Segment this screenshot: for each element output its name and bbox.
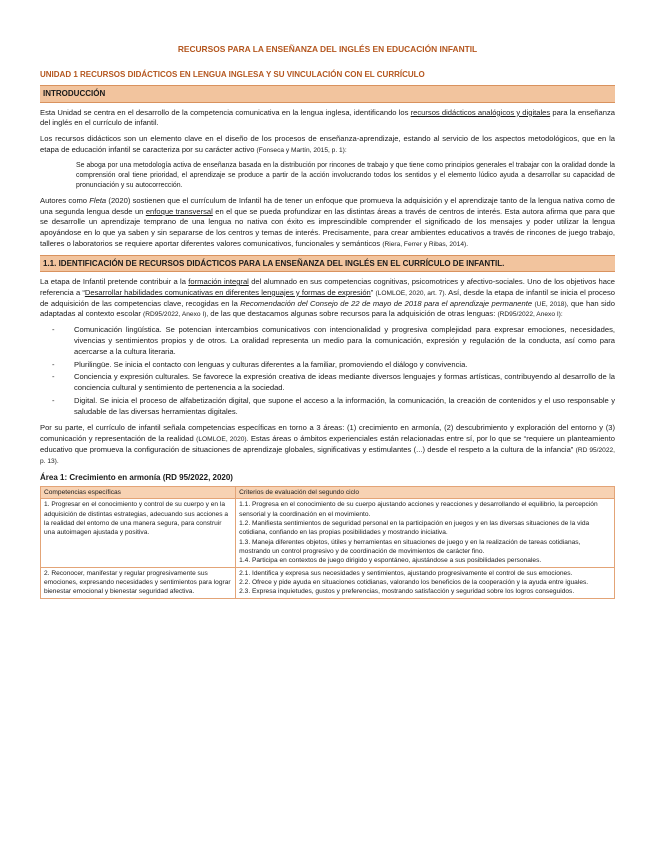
citation: (RD95/2022, Anexo I), (143, 311, 209, 319)
text-run: de las que destacamos algunas sobre recursos para la adquisición de otras lenguas: (208, 309, 498, 319)
list-item: - Comunicación lingüística. Se potencian intercambios comunicativos con intencionalidad y progresiva complejidad para expresar emociones, necesidades, vivencias y sentimientos propios y de otros. La oralidad representa un medio para la comunicación, expresión y regulación de la conducta, así como para acercarse a la cultura literaria. (74, 325, 615, 357)
text-run: en el que se pueda profundizar en las distintas áreas a través de centros de interés. Esta autora afirma que para que se desarrolle un aprendizaje temprano de una lengua no nativa con éxito es imprescindible comprender el significado de los mensajes y poder utilizar la lengua apoyándose en lo que ya saben y sin separarse de los centros y temas de interés. Precisamente, para crear ambientes educativos a través de rincones de juego trabajo, talleres o laboratorios se requiere aportar diferentes valores comunicativos, funcionales y semánticos (40, 206, 615, 248)
text-run: (2020) sostienen que el currículum de Infantil ha de tener un enfoque que promueva la adquisición y el aprendizaje tanto de la lengua nativa como de una segunda lengua desde un (40, 195, 615, 216)
document-title: RECURSOS PARA LA ENSEÑANZA DEL INGLÉS EN EDUCACIÓN INFANTIL (177, 44, 478, 54)
table-row (41, 567, 615, 598)
table-header-row (41, 486, 615, 498)
transversal-approach-term: enfoque transversal (145, 206, 213, 216)
criteria-cell (236, 567, 615, 598)
citation: (Riera, Ferrer y Ribas, 2014). (382, 240, 469, 248)
text-run: Los recursos didácticos son un elemento clave en el diseño de los procesos de enseñanza-aprendizaje, estando al servicio de los aspectos metodológicos, que en la etapa de educación infantil se caracteriza por su carácter activo (40, 134, 615, 154)
intro-paragraph-2 (40, 134, 615, 156)
criterion: 1.4. Participa en contextos de juego dirigido y espontáneo, ajustándose a sus posibilidades personales. (239, 557, 542, 565)
criterion: 2.2. Ofrece y pide ayuda en situaciones cotidianas, valorando los beneficios de la cooperación y la ayuda entre iguales. (239, 579, 589, 587)
table-header-cell: Competencias específicas (41, 486, 236, 498)
author-name: Fleta (89, 195, 107, 205)
text-run: Esta Unidad se centra en el desarrollo de la competencia comunicativa en la lengua inglesa, identificando los (40, 107, 411, 117)
list-item: - Digital. Se inicia el proceso de alfabetización digital, que supone el acceso a la información, la comunicación, la creación de contenidos y el uso responsable y saludable de las diversas herramientas digitales. (74, 396, 615, 418)
text-run: ” (370, 287, 376, 297)
criteria-cell (236, 499, 615, 568)
criterion: 1.3. Maneja diferentes objetos, útiles y herramientas en situaciones de juego y en la realización de tareas cotidianas, mostrando un control progresivo y de coordinación de movimientos de carácter fino. (239, 538, 581, 556)
list-item: - Conciencia y expresión culturales. Se favorece la expresión creativa de ideas mediante diversos lenguajes y formas artísticas, contribuyendo al desarrollo de la conciencia cultural y sentimiento de pertenencia a la sociedad. (74, 372, 615, 394)
competency-list (40, 325, 615, 417)
text-run: que han sido adaptadas al contexto escolar (40, 298, 615, 319)
citation: (RD 95/2022, p. 13). (40, 446, 616, 465)
text-run: para la enseñanza del inglés en el currículo de infantil. (40, 107, 615, 128)
unit-title: UNIDAD 1 RECURSOS DIDÁCTICOS EN LENGUA INGLESA Y SU VINCULACIÓN CON EL CURRÍCULO (40, 69, 425, 79)
competency-cell: 1. Progresar en el conocimiento y control de su cuerpo y en la adquisición de distintas estrategias, adecuando sus acciones a la realidad del entorno de una manera segura, para construir una autoimagen ajustada y positiva. (41, 499, 236, 568)
block-quote: Se aboga por una metodología activa de enseñanza basada en la distribución por rincones de trabajo y que tiene como principios generales el trabajar con la oralidad donde la comprensión oral tiene prioridad, el aprendizaje se produce a partir de la acción involucrando todos los sentidos y el elemento lúdico ayuda a desarrollar su capacidad de pronunciación y su autocorrección. (76, 161, 615, 189)
citation: (RD95/2022, Anexo I): (497, 311, 563, 319)
competency-cell: 2. Reconocer, manifestar y regular progresivamente sus emociones, expresando necesidades y sentimientos para lograr bienestar emocional y bienestar seguridad afectiva. (41, 567, 236, 598)
text-run: del alumnado en sus competencias cognitivas, psicomotrices y afectivo-sociales. Uno de los objetivos hace referencia a “ (40, 277, 616, 297)
criterion: 2.1. Identifica y expresa sus necesidades y sentimientos, ajustando progresivamente el control de sus emociones. (239, 569, 573, 577)
text-run: Así, desde la etapa de infantil se inicia el proceso de adquisición de las competencias clave, recogidas en la (40, 287, 616, 308)
criterion: 2.3. Expresa inquietudes, gustos y preferencias, mostrando satisfacción y seguridad sobre los logros conseguidos. (239, 588, 575, 596)
text-run: Estas áreas o ámbitos experienciales están relacionadas entre sí, por lo que se “requiere un planteamiento educativo que promueva la configuración de situaciones de aprendizaje globales, significativas y estimulantes (...) desde el respeto a la cultura de la infancia” (40, 434, 615, 454)
criterion: 1.2. Manifiesta sentimientos de seguridad personal en la participación en juegos y en las diversas situaciones de la vida cotidiana, confiando en las propias posibilidades y mostrando iniciativa. (239, 519, 590, 537)
didactic-resources-term: recursos didácticos analógicos y digitales (410, 107, 551, 117)
area-table (40, 486, 615, 599)
citation: (UE, 2018), (534, 300, 569, 308)
table-header-cell: Criterios de evaluación del segundo ciclo (236, 486, 615, 498)
text-run: Por su parte, el currículo de infantil señala competencias específicas en torno a 3 áreas: (1) crecimiento en armonía, (2) descubrimiento y exploración del entorno y (3) comunicación y representación de la realidad (40, 423, 615, 444)
table-row (41, 499, 615, 568)
integral-formation-term: formación integral (188, 277, 249, 287)
section-paragraph-1 (40, 277, 615, 320)
intro-heading: INTRODUCCIÓN (40, 85, 615, 102)
citation: (LOMLOE, 2020, art. 7). (375, 289, 447, 297)
intro-paragraph-1 (40, 108, 615, 130)
recommendation-title: Recomendación del Consejo de 22 de mayo de 2018 para el aprendizaje permanente (240, 298, 533, 308)
area-table-title: Área 1: Crecimiento en armonía (RD 95/2022, 2020) (40, 472, 233, 482)
intro-paragraph-3 (40, 196, 615, 250)
section-heading: 1.1. IDENTIFICACIÓN DE RECURSOS DIDÁCTICOS PARA LA ENSEÑANZA DEL INGLÉS EN EL CURRÍCULO DE INFANTIL. (40, 255, 615, 272)
criterion: 1.1. Progresa en el conocimiento de su cuerpo ajustando acciones y reacciones y desarrollando el equilibrio, la percepción sensorial y la coordinación en el movimiento. (239, 501, 598, 518)
list-item: - Plurilingüe. Se inicia el contacto con lenguas y culturas diferentes a la familiar, promoviendo el diálogo y convivencia. (74, 360, 615, 371)
text-run: Autores como (40, 195, 90, 205)
text-run: La etapa de Infantil pretende contribuir a la (40, 277, 189, 287)
citation: (Fonseca y Martín, 2015, p. 1): (256, 146, 347, 154)
objective-quote: Desarrollar habilidades comunicativas en diferentes lenguajes y formas de expresión (84, 287, 371, 297)
section-paragraph-2 (40, 423, 615, 466)
citation: (LOMLOE, 2020). (196, 436, 249, 444)
